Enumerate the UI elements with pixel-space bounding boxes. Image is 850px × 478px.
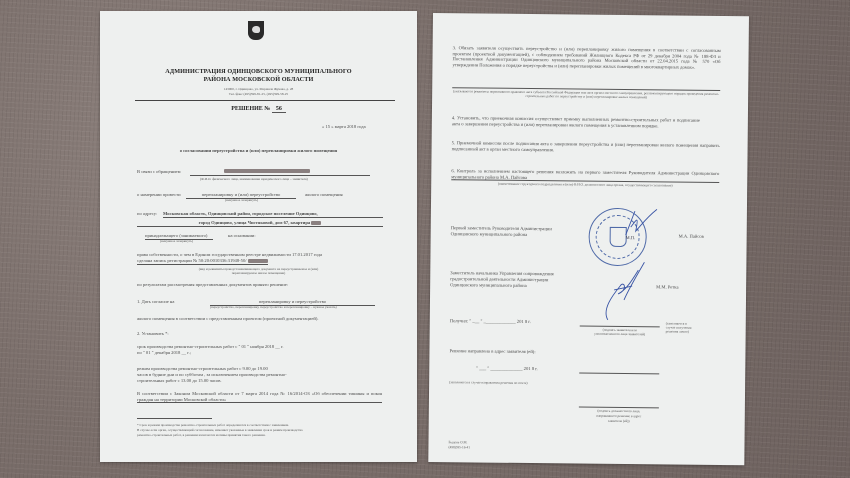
address-value-2 — [137, 220, 383, 227]
signer1-title-2: Одинцовского муниципального района — [450, 231, 528, 237]
org-address: 143000, г. Одинцово, ул. Маршала Жукова, д. 28 — [223, 87, 294, 91]
sent-label: Решение направлено в адрес заявителя (ей): — [449, 348, 536, 355]
odintsovo-coat-of-arms-icon — [248, 21, 264, 40]
decision-title — [100, 106, 417, 112]
header-rule — [135, 100, 395, 101]
official-hint-2: направившего решение в адрес — [596, 413, 642, 419]
law-reference: В соответствии с Законом Московской области от 7 марта 2014 года № 16/2014-ОЗ «Об обеспечении тишины и покоя граждан на территории Московской области» — [137, 391, 382, 402]
signature-2-icon — [598, 260, 649, 326]
sent-signature-line — [579, 373, 659, 375]
owner-suffix: на основании: — [228, 233, 256, 238]
registration-redacted — [248, 259, 268, 263]
mode-line-2: часов в будние дни и по субботам , за исключением производства ремонтно- — [137, 372, 287, 377]
org-name-line2: РАЙОНА МОСКОВСКОЙ ОБЛАСТИ — [203, 76, 314, 83]
received-hint-1: (подпись заявителя или — [602, 327, 637, 333]
item-4: 4. Установить, что приемочная комиссия осуществляет приемку выполненных ремонтно-строительных работ и подписание акта о завершении переустройства и (или) перепланировки жилого помещения в установленном порядке. — [451, 115, 700, 128]
footnote-1: * Срок и режим производства ремонтно-строительных работ определяются в соответствии с заявлением. — [137, 423, 289, 427]
received-line: Получил: " ___ " ______________ 201 8 г. — [449, 318, 531, 325]
decision-subject: о согласовании переустройства и (или) перепланировки жилого помещения — [179, 148, 338, 153]
item1-continuation: жилого помещения в соответствии с представленным проектом (проектной документацией). — [137, 316, 319, 321]
address-value-1: Московская область, Одинцовский район, городское поселение Одинцово, — [163, 211, 383, 218]
item-3: 3. Обязать заявителя осуществить переустройство и (или) перепланировку жилого помещения в соответствии с согласованным проектом (проектной документацией), с соблюдением требований Жилищного Кодекса РФ от 29 декабря 2004 года № 188-ФЗ и Постановления Администрации Одинцовского муниципального района Московской области от 22.04.2015 года № 570 «Об утверждении Положения о порядке переустройства и (или) перепланировки жилых помещений в многоквартирных домах». — [452, 45, 721, 70]
term-line-1: срок производства ремонтно-строительных работ с " 01 " ноября 2018 __ г. — [137, 344, 284, 349]
footnote-rule — [137, 418, 212, 419]
term-line-2: по " 01 " декабря 2018 __ г.; — [137, 350, 192, 355]
intent-suffix: жилого помещения — [305, 192, 343, 197]
intent-hint: (ненужное зачеркнуть) — [225, 198, 259, 202]
owner-label: принадлежащего (занимаемого) — [145, 233, 213, 240]
received-note-2: случае получения — [665, 325, 692, 330]
sent-hint: (заполняется в случае направления решения по почте) — [449, 380, 528, 386]
signer1-name: М.А. Пайсов — [678, 233, 704, 239]
mode-line-1: режим производства ремонтно-строительных работ с 9.00 до 19.00 — [137, 366, 268, 371]
signature-1-icon — [621, 205, 661, 245]
apartment-redacted — [311, 221, 321, 225]
decision-page-2 — [428, 13, 749, 465]
official-hint-3: заявителя (ей)) — [607, 418, 630, 424]
decision-number: 56 — [272, 106, 286, 113]
basis-line-2-text: сделана запись регистрации № 50:20:0010336:31948-50/ — [137, 258, 247, 263]
basis-line-1: права собственности, о чем в Едином государственном реестре недвижимости 17.01.2017 года — [137, 252, 323, 257]
executor-name: Быдень О.М. — [448, 440, 468, 445]
mode-line-3: строительных работ с 13.00 до 15.00 часов. — [137, 378, 222, 383]
signer2-name: М.М. Ретка — [656, 284, 679, 290]
executor-phone: (498)595-16-41 — [448, 445, 470, 450]
signer1-title-1: Первый заместитель Руководителя Администрации — [450, 225, 552, 232]
owner-hint: (ненужное зачеркнуть) — [160, 239, 194, 243]
official-hint-1: (подпись должностного лица, — [597, 408, 641, 414]
footnote-2: В случае если орган, осуществляющий согласование, изменяет указанные в заявлении срок и режим производства — [137, 428, 303, 432]
intent-value: перепланировку и (или) переустройство — [186, 192, 296, 199]
item-6-hint: (наименование структурного подразделения и (или) Ф.И.О. должностного лица органа, осуществляющего согласование) — [497, 181, 673, 188]
address-value-2-text: город Одинцово, улица Чистяковой, дом 67, квартира — [198, 220, 311, 225]
received-note-1: (заполняется в — [665, 321, 687, 326]
result-text: по результатам рассмотрения представленных документов принято решение: — [137, 282, 289, 287]
org-name-line1: АДМИНИСТРАЦИЯ ОДИНЦОВСКОГО МУНИЦИПАЛЬНОГО — [165, 68, 352, 75]
footnote-3: ремонтно-строительных работ, в решении излагаются мотивы принятия такого решения. — [137, 433, 266, 437]
item1-label: 1. Дать согласие на — [137, 299, 175, 304]
item1-hint: (переустройство, перепланировку, переустройство и перепланировку – нужное указать) — [210, 305, 337, 309]
item-3-hint: (указываются реквизиты нормативного правового акта субъекта Российской Федерации или акта органа местного самоуправления, регламентирующего порядок проведения ремонтно-строительных работ по переустройству и (или) перепланировке жилых помещений) — [452, 87, 720, 100]
stamp-label: М.П. — [625, 235, 636, 241]
item1-value: перепланировку и переустройство — [210, 299, 375, 306]
basis-line-2 — [137, 258, 268, 265]
applicant-label: В связи с обращением — [137, 169, 181, 174]
org-phone: Тел./факс (495)599-81-25, (495)599-58-25 — [228, 92, 289, 96]
sent-date: " ___ " ______________ 201 8 г. — [476, 365, 538, 372]
intent-label: о намерении провести — [137, 192, 181, 197]
received-hint-2: уполномоченного лица заявителей) — [594, 331, 646, 337]
item2-label: 2. Установить *: — [137, 331, 169, 336]
decision-date: « 15 » марта 2018 года — [322, 124, 366, 129]
item-5: 5. Приемочной комиссии после подписания акта о завершении переустройства и (или) перепланировки жилого помещения направить подписанный акт в орган местного самоуправления. — [451, 140, 720, 152]
basis-hint-1: (вид и реквизиты правоустанавливающего документа на переустраиваемое и (или) — [198, 267, 319, 271]
received-note-3: решения лично) — [665, 329, 689, 334]
signer2-title-3: Одинцовского муниципального района — [450, 282, 527, 288]
basis-hint-2: перепланируемое жилое помещение) — [231, 271, 286, 275]
decision-page-1 — [100, 11, 417, 462]
signer2-title-1: Заместитель начальника Управления сопровождения — [450, 270, 554, 277]
decision-label: РЕШЕНИЕ № — [231, 106, 271, 112]
item-6: 6. Контроль за исполнением настоящего решения возложить на первого заместителя Руководителя Администрации Одинцовского муниципального района М.А. Пайсова — [451, 168, 719, 183]
applicant-hint: (Ф.И.О. физического лица, наименование юридического лица – заявителя) — [200, 177, 308, 181]
signer2-title-2: градостроительной деятельности Администрации — [450, 276, 549, 283]
address-label: по адресу: — [137, 211, 158, 216]
applicant-redacted — [224, 169, 310, 173]
